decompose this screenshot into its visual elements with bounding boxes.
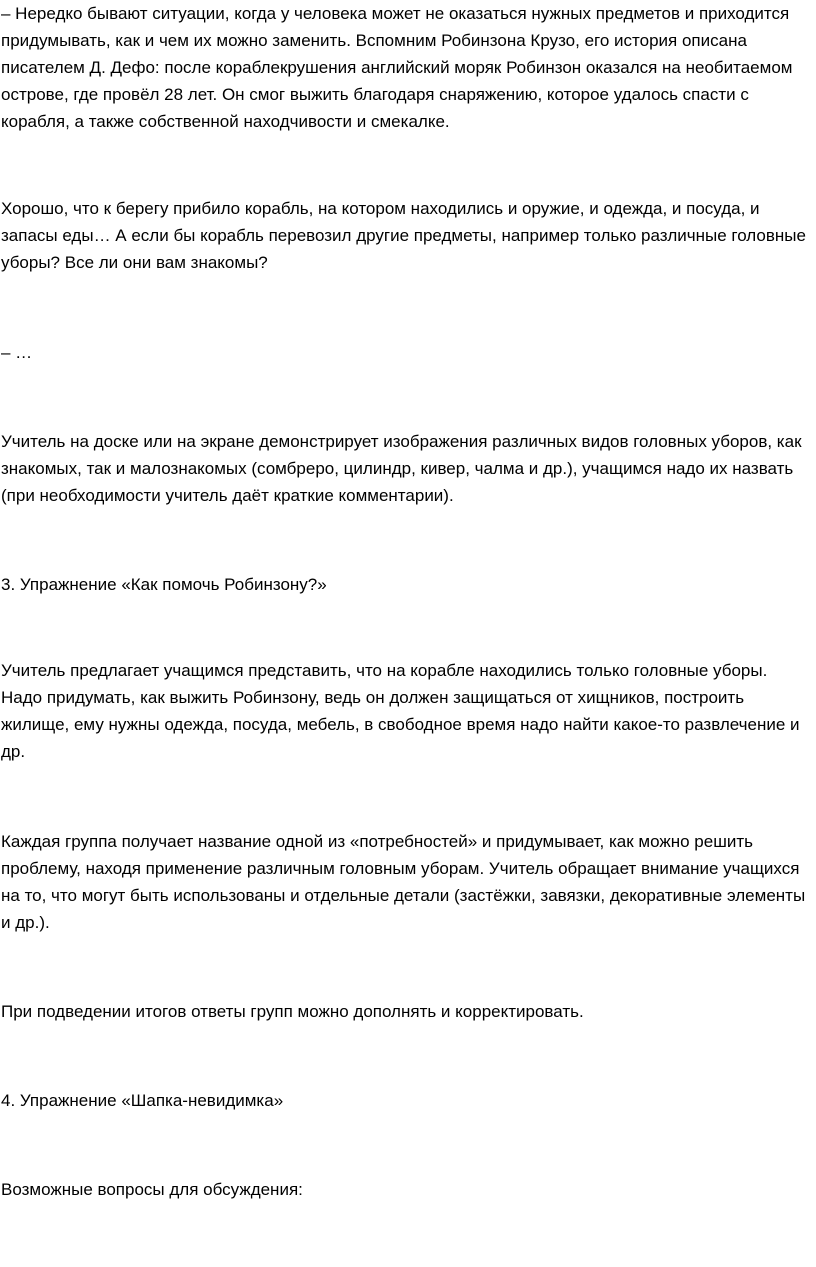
heading-exercise-3: 3. Упражнение «Как помочь Робинзону?» [1, 575, 327, 594]
paragraph-robinson-intro: – Нередко бывают ситуации, когда у человека может не оказаться нужных предметов и приходится придумывать, как и чем их можно заменить. Вспомним Робинзона Крузо, его история описана писателем Д. Дефо: после кораблекрушения английский моряк Робинзон оказался на необитаемом острове, где провёл 28 лет. Он смог выжить благодаря снаряжению, которое удалось спасти с корабля, а также собственной находчивости и смекалке. [1, 4, 793, 131]
paragraph-teacher-proposes: Учитель предлагает учащимся представить, что на корабле находились только головные уборы. Надо придумать, как выжить Робинзону, ведь он должен защищаться от хищников, построить жилище, ему нужны одежда, посуда, мебель, в свободное время надо найти какое-то развлечение и др. [1, 661, 800, 761]
heading-exercise-4: 4. Упражнение «Шапка-невидимка» [1, 1091, 284, 1110]
paragraph-discussion-questions: Возможные вопросы для обсуждения: [1, 1180, 303, 1199]
paragraph-ellipsis-answer: – … [1, 343, 33, 362]
paragraph-ship-hats: Хорошо, что к берегу прибило корабль, на котором находились и оружие, и одежда, и посуда, и запасы еды… А если бы корабль перевозил другие предметы, например только различные головные уборы? Все ли они вам знакомы? [1, 199, 806, 272]
paragraph-summary: При подведении итогов ответы групп можно дополнять и корректировать. [1, 1002, 584, 1021]
paragraph-groups-task: Каждая группа получает название одной из «потребностей» и придумывает, как можно решить проблему, находя применение различным головным уборам. Учитель обращает внимание учащихся на то, что могут быть использованы и отдельные детали (застёжки, завязки, декоративные элементы и др.). [1, 832, 806, 932]
paragraph-teacher-demonstrates: Учитель на доске или на экране демонстрирует изображения различных видов головных уборов, как знакомых, так и малознакомых (сомбреро, цилиндр, кивер, чалма и др.), учащимся надо их назвать (при необходимости учитель даёт краткие комментарии). [1, 432, 802, 505]
